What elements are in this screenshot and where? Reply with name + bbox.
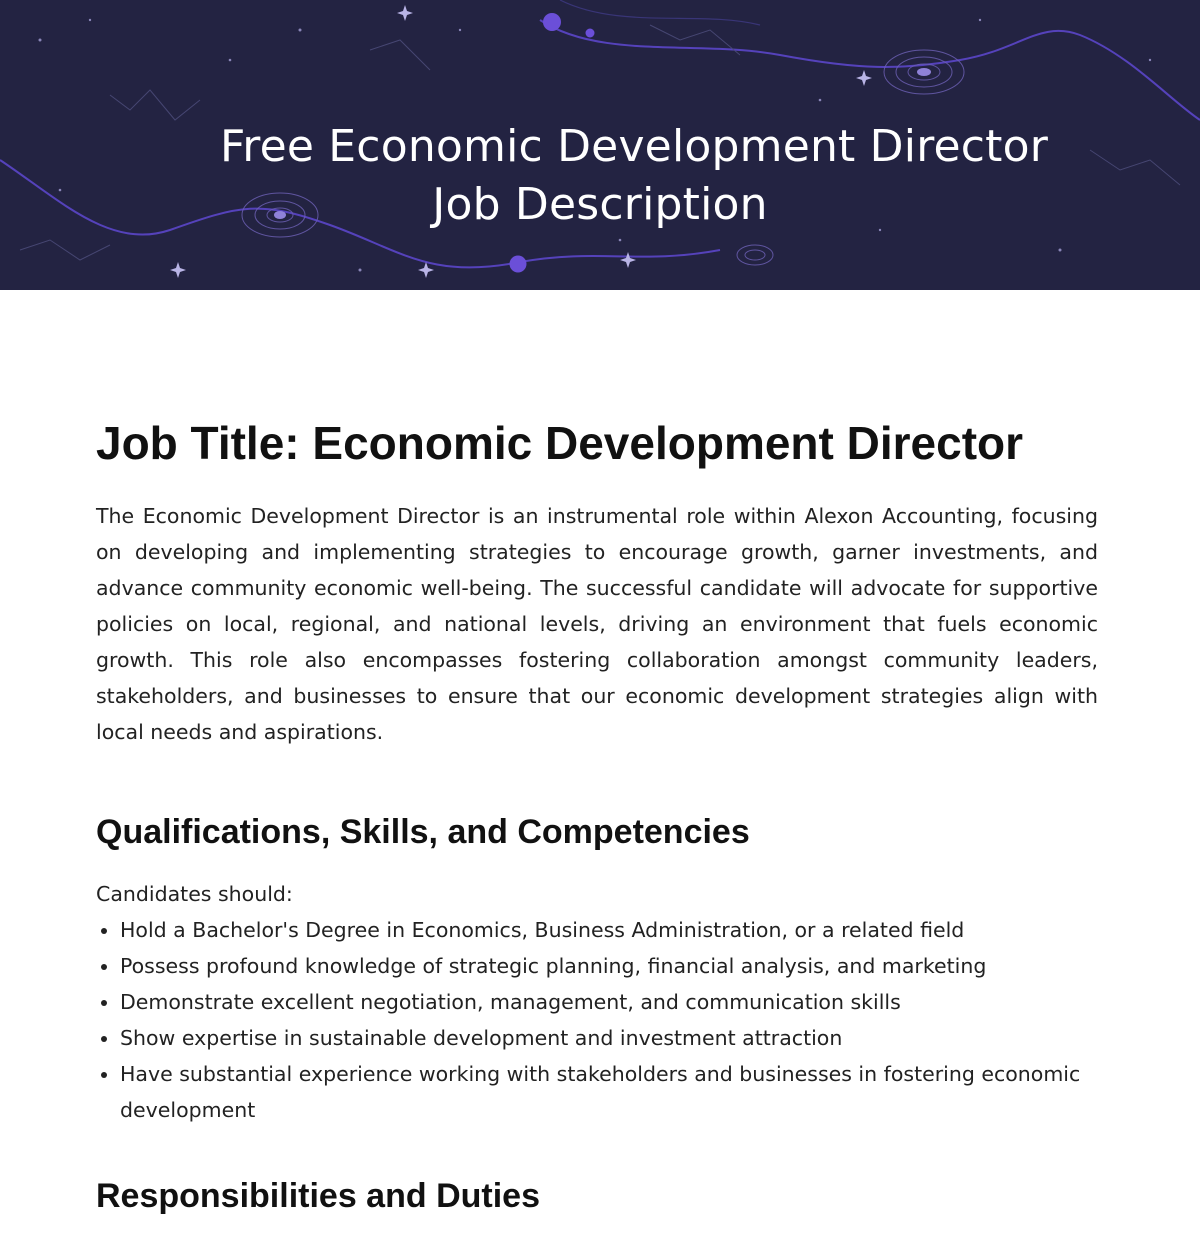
qualifications-lead: Candidates should: [96, 882, 293, 906]
document-body [96, 414, 1098, 1240]
list-item: • Possess profound knowledge of strategic planning, financial analysis, and marketing [120, 948, 1098, 984]
qualifications-list [96, 912, 1098, 1128]
list-item: • Show expertise in sustainable development and investment attraction [120, 1020, 1098, 1056]
banner-title-line1: Free Economic Development Director [219, 121, 1049, 172]
banner-title [0, 118, 1200, 234]
list-item: • Hold a Bachelor's Degree in Economics, Business Administration, or a related field [120, 912, 1098, 948]
list-item: • Have substantial experience working with stakeholders and businesses in fostering economic development [120, 1056, 1098, 1128]
list-item: • Demonstrate excellent negotiation, management, and communication skills [120, 984, 1098, 1020]
job-title-heading: Job Title: Economic Development Director [96, 417, 1024, 469]
header-banner [0, 0, 1200, 290]
banner-title-line2: Job Description [432, 179, 768, 230]
qualifications-heading: Qualifications, Skills, and Competencies [96, 813, 750, 851]
intro-paragraph: The Economic Development Director is an instrumental role within Alexon Accounting, focusing on developing and implementing strategies to encourage growth, garner investments, and advance community economic well-being. The successful candidate will advocate for supportive policies on local, regional, and national levels, driving an environment that fuels economic growth. This role also encompasses fostering collaboration amongst community leaders, stakeholders, and businesses to ensure that our economic development strategies align with local needs and aspirations. [96, 504, 1098, 744]
responsibilities-heading: Responsibilities and Duties [96, 1177, 540, 1215]
